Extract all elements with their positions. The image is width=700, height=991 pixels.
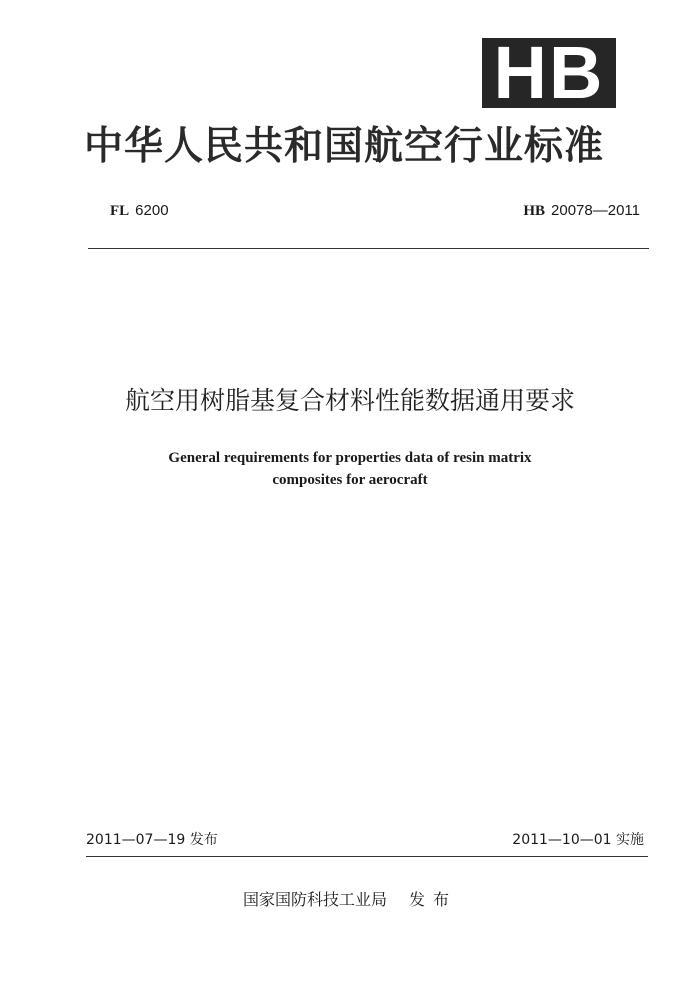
standard-number: [523, 202, 640, 220]
publish-action: 发布: [409, 890, 458, 909]
standard-number-value: 20078—2011: [551, 202, 640, 219]
english-title-line-1: General requirements for properties data of resin matrix: [168, 450, 532, 466]
footer-divider: [86, 856, 648, 857]
classification-number: 6200: [135, 202, 169, 219]
issuing-body-title: 中华人民共和国航空行业标准: [84, 124, 605, 169]
standard-prefix: HB: [523, 203, 546, 219]
document-title-english: [0, 447, 700, 491]
classification-code: [110, 202, 169, 220]
document-title-chinese: 航空用树脂基复合材料性能数据通用要求: [124, 386, 575, 415]
hb-logo-text: HB: [493, 38, 605, 108]
publisher-name: 国家国防科技工业局: [242, 890, 387, 909]
implementation-date: 2011—10—01 实施: [512, 832, 644, 848]
publisher-line: [0, 887, 700, 910]
hb-logo: [482, 38, 616, 108]
issue-date: 2011—07—19 发布: [86, 832, 218, 848]
classification-prefix: FL: [110, 203, 130, 219]
header-divider: [88, 248, 649, 249]
english-title-line-2: composites for aerocraft: [272, 472, 428, 488]
